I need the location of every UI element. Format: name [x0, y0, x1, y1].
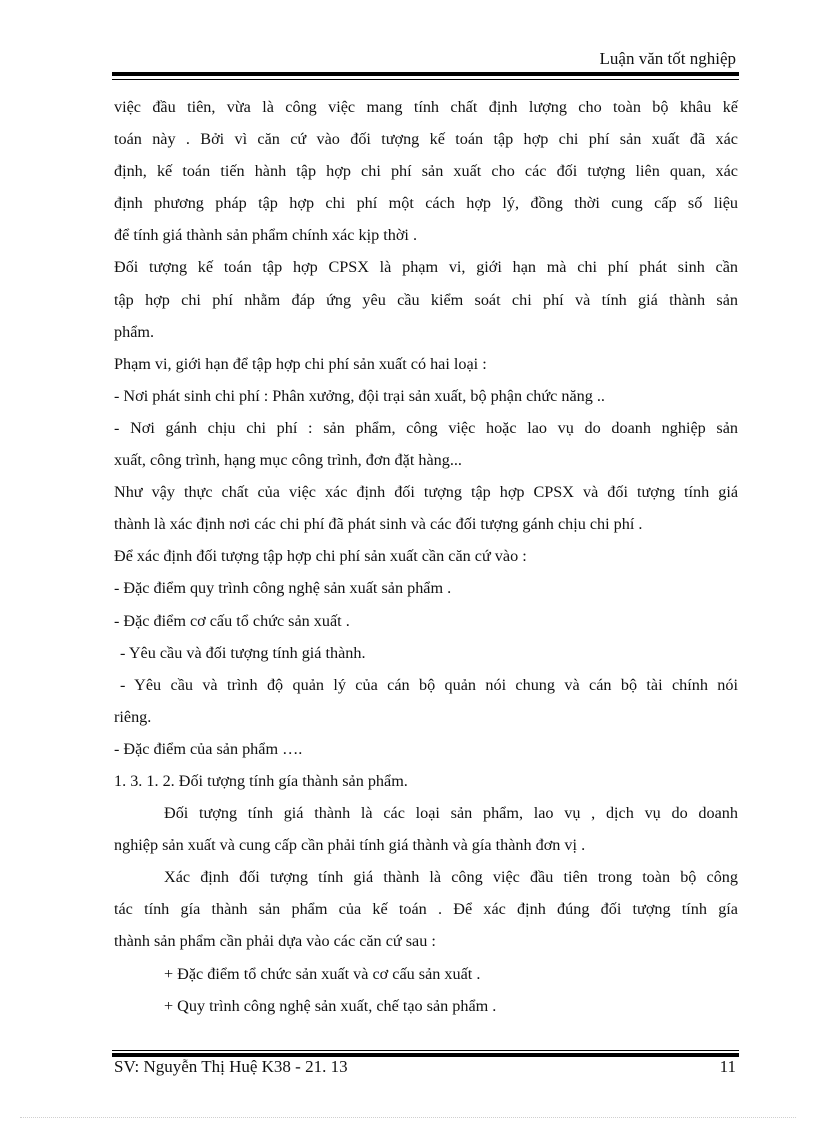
text-line: xuất, công trình, hạng mục công trình, đơn đặt hàng...	[114, 451, 462, 470]
page-edge-border	[20, 1117, 796, 1118]
document-body	[114, 91, 738, 1022]
section-heading: 1. 3. 1. 2. Đối tượng tính gía thành sản phẩm.	[114, 771, 408, 790]
text-line: Như vậy thực chất của việc xác định đối tượng tập hợp CPSX và đối tượng tính giá	[114, 483, 738, 502]
text-line: định, kế toán tiến hành tập hợp chi phí sản xuất cho các đối tượng liên quan, xác	[114, 162, 738, 181]
text-line: việc đầu tiên, vừa là công việc mang tính chất định lượng cho toàn bộ khâu kế	[114, 98, 738, 116]
header-rule-thick	[112, 72, 739, 76]
text-line: thành sản phẩm cần phải dựa vào các căn cứ sau :	[114, 932, 436, 951]
text-line: - Yêu cầu và đối tượng tính giá thành.	[120, 643, 366, 662]
text-line: Để xác định đối tượng tập hợp chi phí sản xuất cần căn cứ vào :	[114, 547, 527, 566]
text-line: toán này . Bởi vì căn cứ vào đối tượng kế toán tập hợp chi phí sản xuất đã xác	[114, 130, 738, 149]
text-line: - Nơi gánh chịu chi phí : sản phẩm, công việc hoặc lao vụ do doanh nghiệp sản	[114, 418, 738, 437]
footer-rule-thin	[112, 1050, 739, 1051]
text-line: thành là xác định nơi các chi phí đã phát sinh và các đối tượng gánh chịu chi phí .	[114, 515, 643, 534]
text-line: Đối tượng kế toán tập hợp CPSX là phạm vi, giới hạn mà chi phí phát sinh cần	[114, 258, 738, 277]
text-line: riêng.	[114, 707, 152, 726]
text-line: + Quy trình công nghệ sản xuất, chế tạo sản phẩm .	[164, 996, 497, 1015]
text-line: Phạm vi, giới hạn để tập hợp chi phí sản xuất có hai loại :	[114, 354, 487, 373]
text-line: phẩm.	[114, 322, 155, 341]
text-line: - Đặc điểm cơ cấu tổ chức sản xuất .	[114, 611, 350, 630]
text-line: - Nơi phát sinh chi phí : Phân xưởng, đội trại sản xuất, bộ phận chức năng ..	[114, 386, 605, 405]
text-line: - Yêu cầu và trình độ quản lý của cán bộ quản nói chung và cán bộ tài chính nói	[120, 675, 738, 694]
text-line: để tính giá thành sản phẩm chính xác kịp thời .	[114, 226, 418, 245]
header-rule-thin	[112, 79, 739, 80]
text-line: - Đặc điểm quy trình công nghệ sản xuất sản phẩm .	[114, 579, 452, 598]
text-line: + Đặc điểm tổ chức sản xuất và cơ cấu sản xuất .	[164, 964, 481, 983]
footer-student: SV: Nguyễn Thị Huệ K38 - 21. 13	[114, 1057, 348, 1076]
text-line: - Đặc điểm của sản phẩm ….	[114, 739, 303, 758]
header-title: Luận văn tốt nghiệp	[599, 49, 736, 68]
footer-page-number: 11	[719, 1057, 736, 1076]
text-line: nghiệp sản xuất và cung cấp cần phải tính giá thành và gía thành đơn vị .	[114, 836, 586, 855]
text-line: tác tính gía thành sản phẩm của kế toán . Để xác định đúng đối tượng tính gía	[114, 900, 738, 919]
text-line: định phương pháp tập hợp chi phí một cách hợp lý, đồng thời cung cấp số liệu	[114, 194, 738, 213]
text-line: tập hợp chi phí nhằm đáp ứng yêu cầu kiểm soát chi phí và tính giá thành sản	[114, 290, 738, 309]
text-line: Đối tượng tính giá thành là các loại sản phẩm, lao vụ , dịch vụ do doanh	[164, 804, 738, 823]
text-line: Xác định đối tượng tính giá thành là công việc đầu tiên trong toàn bộ công	[164, 868, 738, 887]
